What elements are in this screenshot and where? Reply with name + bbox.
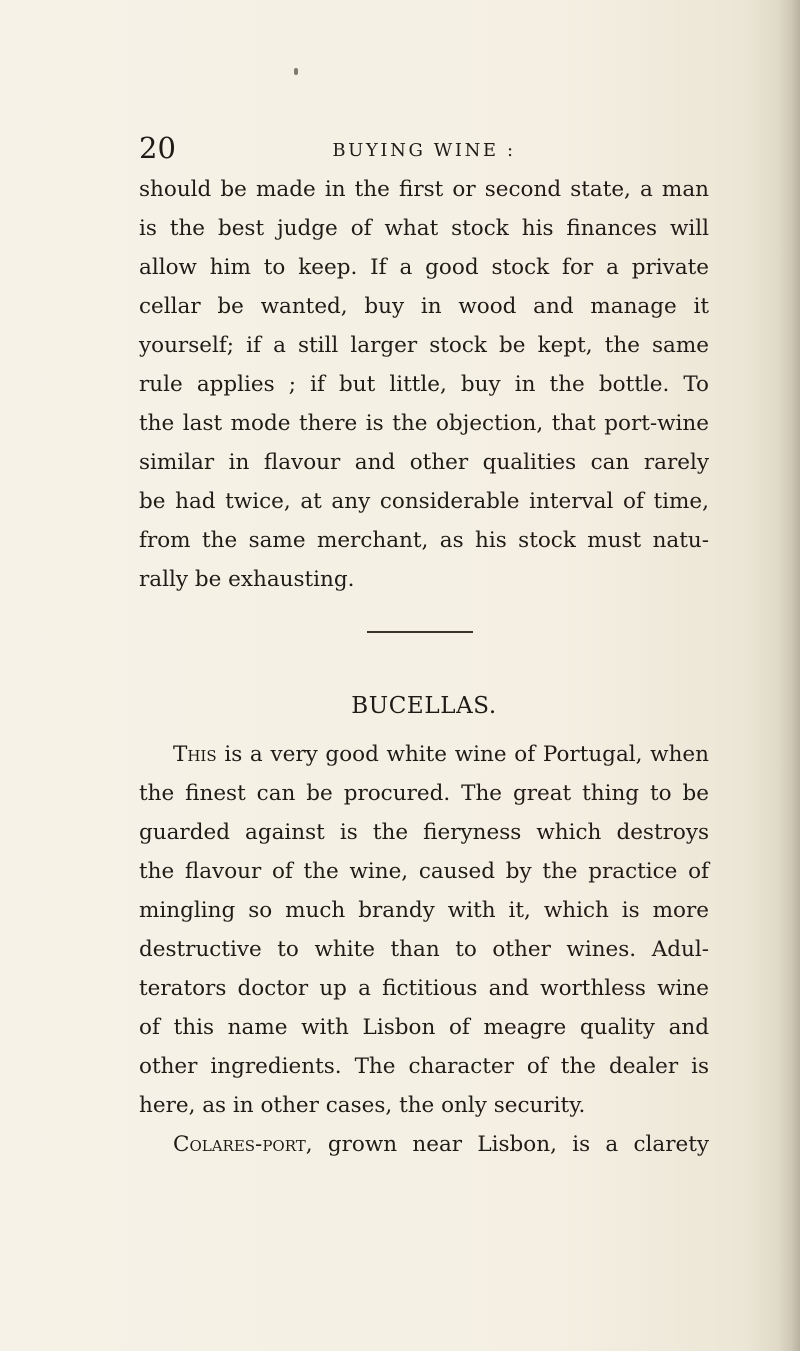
text-line: of this name with Lisbon of meagre quality and xyxy=(139,1015,709,1040)
text-line xyxy=(139,735,709,774)
page-number: 20 xyxy=(139,131,176,165)
running-title: BUYING WINE : xyxy=(332,140,516,161)
text-line: is the best judge of what stock his finances will xyxy=(139,216,709,241)
text-line: rule applies ; if but little, buy in the bottle. To xyxy=(139,372,709,397)
lead-word: Colares-port, xyxy=(173,1132,313,1157)
text-line: other ingredients. The character of the dealer is xyxy=(139,1054,709,1079)
text-line: similar in flavour and other qualities can rarely xyxy=(139,450,709,475)
text-line: guarded against is the fieryness which destroys xyxy=(139,820,709,845)
text-line: cellar be wanted, buy in wood and manage it xyxy=(139,294,709,319)
paragraph-2 xyxy=(139,735,709,1164)
page-edge-shadow xyxy=(778,0,800,1351)
text-line: rally be exhausting. xyxy=(139,567,355,592)
text-line: the flavour of the wine, caused by the practice of xyxy=(139,859,709,884)
text-line: the finest can be procured. The great thing to be xyxy=(139,781,709,806)
text-line: the last mode there is the objection, that port-wine xyxy=(139,411,709,436)
text-line: terators doctor up a fictitious and worthless wine xyxy=(139,976,709,1001)
paper-speck xyxy=(294,68,298,75)
text-line: should be made in the first or second state, a man xyxy=(139,177,709,202)
text-line: be had twice, at any considerable interval of time, xyxy=(139,489,709,514)
page-header xyxy=(139,130,709,166)
line-text: grown near Lisbon, is a clarety xyxy=(312,1132,709,1157)
text-line: from the same merchant, as his stock must natu- xyxy=(139,528,709,553)
line-text: is a very good white wine of Portugal, when xyxy=(216,742,709,767)
section-divider-rule xyxy=(367,631,473,633)
text-line xyxy=(139,1125,709,1164)
text-line: here, as in other cases, the only security. xyxy=(139,1093,586,1118)
lead-word: This xyxy=(173,742,217,767)
text-line: yourself; if a still larger stock be kept, the same xyxy=(139,333,709,358)
text-line: mingling so much brandy with it, which is more xyxy=(139,898,709,923)
section-heading: BUCELLAS. xyxy=(351,693,497,719)
paragraph-1 xyxy=(139,170,709,599)
text-line: destructive to white than to other wines. Adul- xyxy=(139,937,709,962)
text-line: allow him to keep. If a good stock for a private xyxy=(139,255,709,280)
